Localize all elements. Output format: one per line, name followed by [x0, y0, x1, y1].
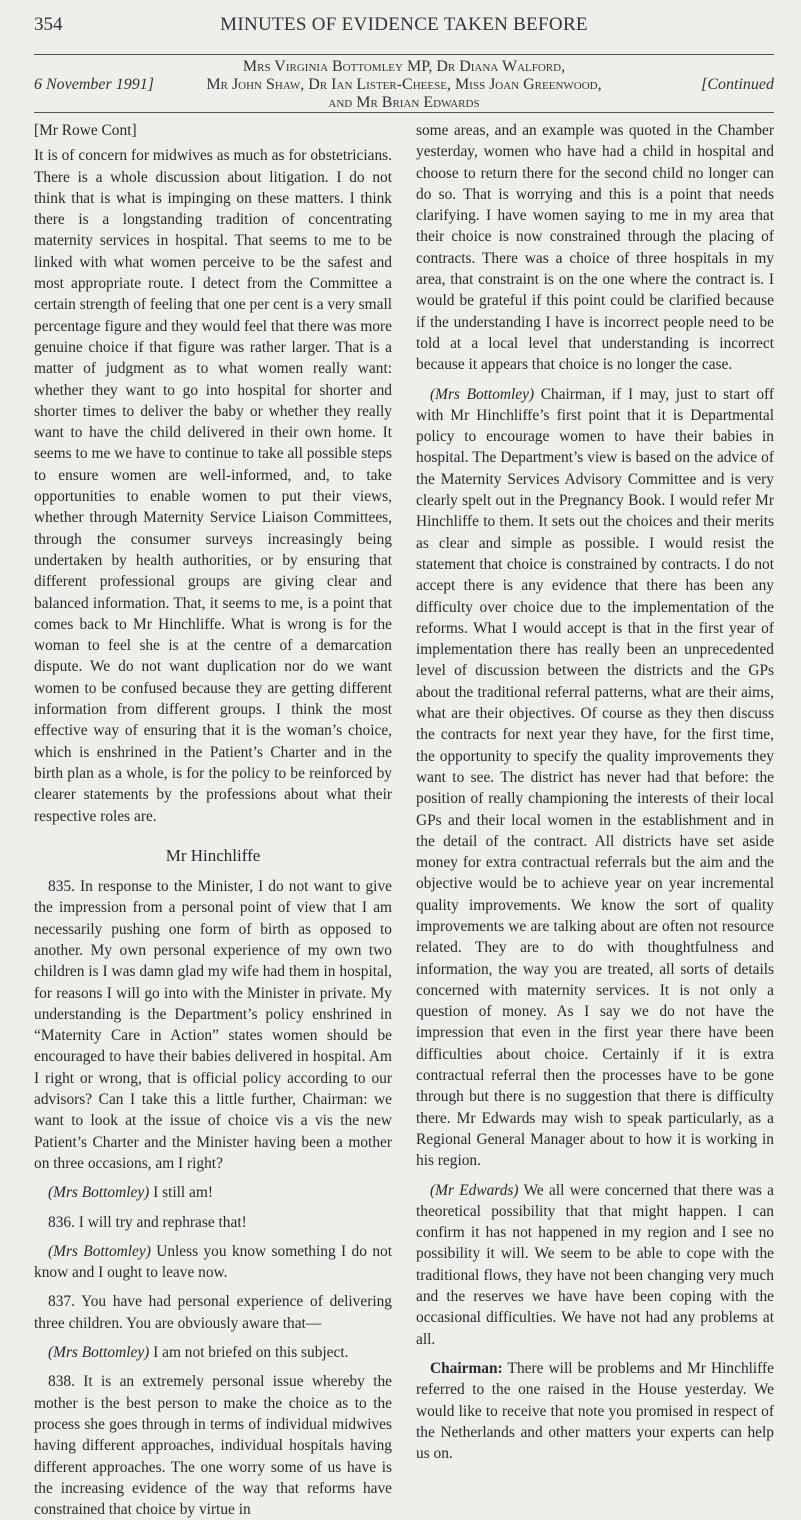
- reply-text: Unless you know something I do not know and I ought to leave now.: [34, 1242, 392, 1282]
- reply-bottomley: [416, 384, 774, 1172]
- header-rule: [34, 54, 774, 55]
- reply-836: [34, 1241, 392, 1284]
- paragraph-836: 836. I will try and rephrase that!: [48, 1213, 247, 1231]
- witness-line-2: Mr John Shaw, Dr Ian Lister-Cheese, Miss Joan Greenwood,: [206, 76, 602, 93]
- session-date: 6 November 1991]: [34, 76, 154, 93]
- reply-text: We all were concerned that there was a theoretical possibility that that might happen. I can confirm it has not happened in my region and I see no possibility it will. We seem to be able to cope with the traditional flows, they have not been changing very much and the reserves we have have been coping with the occasional difficulties. We have not had any problems at all.: [416, 1181, 775, 1348]
- reply-text: Chairman, if I may, just to start off with Mr Hinchliffe’s first point that it is Departmental policy to encourage women to have their babies in hospital. The Department’s view is based on the advice of the Maternity Services Advisory Committee and is very clearly spelt out in the Pregnancy Book. I would refer Mr Hinchliffe to them. It sets out the choices and their merits as clear and simple as possible. I would resist the statement that choice is constrained by contracts. I do not accept there is any evidence that there has been any difficulty over choice due to the implementation of the reforms. What I would accept is that in the first year of implementation there has really been an unprecedented level of discussion between the districts and the GPs about the traditional referral patterns, what are their aims, what are their objectives. Of course as they then discuss the contracts for next year they have, for the first time, the opportunity to specify the quality improvements they want to see. The district has never had that before: the position of really championing the interests of their local GPs and their local women in the establishment and in the detail of the contract. All districts have set aside money for extra contractual referrals but the aim and the objective would be to achieve year on year incremental quality improvements. We know the sort of quality improvements we are talking about are often not resource related. They are to do with thoughtfulness and information, the way you are treated, all sorts of details concerned with maternity services. It is not only a question of money. As I say we do not have the impression that even in the first year there have been difficulties about choice. Certainly if it is extra contractual referral then the processes have to be gone through but there is no suggestion that there is difficulty there. Mr Edwards may wish to speak particularly, as a Regional General Manager about to how it is working in his region.: [416, 385, 774, 1170]
- reply-835: [34, 1182, 392, 1203]
- paragraph-835: 835. In response to the Minister, I do not want to give the impression from a personal point of view that I am necessarily pushing one form of birth as opposed to another. My own personal experience of my own two children is I was damn glad my wife had them in hospital, for reasons I will go into with the Minister in private. My understanding is the Department’s policy enshrined in “Maternity Care in Action” states women should be encouraged to have their babies delivered in hospital. Am I right or wrong, that is official policy according to our advisors? Can I take this a little further, Chairman: we want to look at the issue of choice vis a vis the new Patient’s Charter and the Minister having been a mother on three occasions, am I right?: [34, 878, 392, 1172]
- paragraph-continued: some areas, and an example was quoted in the Chamber yesterday, women who have had a child in hospital and choose to return there for the second child no longer can do so. That is worrying and this is a point that needs clarifying. I have women saying to me in my area that their choice is now constrained through the placing of contracts. There was a choice of three hospitals in my area, that constraint is on the one where the contract is. I would be grateful if this point could be clarified because if the understanding I have is incorrect people need to be told at a local level that understanding is incorrect because it appears that choice is no longer the case.: [416, 122, 774, 374]
- witness-line-1: Mrs Virginia Bottomley MP, Dr Diana Walford,: [242, 58, 566, 75]
- speaker-name: (Mr Edwards): [430, 1181, 519, 1199]
- witness-rule: [34, 112, 774, 113]
- witness-line-3: and Mr Brian Edwards: [328, 94, 480, 111]
- paragraph-838: 838. It is an extremely personal issue whereby the mother is the best person to make the choice as to the process she goes through in terms of individual midwives having different approaches, individual hospitals having different approaches. The one worry some of us have is the increasing evidence of the way that reforms have constrained that choice by virtue in: [34, 1373, 392, 1519]
- speaker-name: (Mrs Bottomley): [48, 1242, 151, 1260]
- paragraph-rowe: It is of concern for midwives as much as for obstetricians. There is a whole discussion about litigation. I do not think that is what is impinging on these matters. I think there is a longstanding tradition of concentrating maternity services in hospital. That seems to me to be linked with what women perceive to be the safest and most appropriate route. I detect from the Committee a certain strength of feeling that one per cent is a very small percentage figure and they would feel that there was more genuine choice if that figure was rather larger. That is a matter of judgment as to what women really want: whether they want to go into hospital for shorter and shorter times to deliver the baby or whether they really want to have the child delivered in their own home. It seems to me we have to continue to take all possible steps to ensure women are well-informed, and, to take opportunities to enable women to put their views, whether through Maternity Service Liaison Committees, through the consumer surveys increasingly being undertaken by health authorities, or by ensuring that different professional groups are giving clear and balanced information. That, it seems to me, is a point that comes back to Mr Hinchliffe. What is wrong is for the woman to feel she is at the centre of a demarcation dispute. We do not want duplication nor do we want women to be confused because they are getting different information from different groups. I think the most effective way of ensuring that it is the woman’s choice, which is enshrined in the Patient’s Charter and in the birth plan as a whole, is for the policy to be reinforced by clearer statements by the professions about what their respective roles are.: [34, 147, 392, 825]
- statement-text: There will be problems and Mr Hinchliffe referred to the one raised in the House yesterday. We would like to receive that note you promised in respect of the Netherlands and other matters your experts can help us on.: [416, 1359, 774, 1463]
- reply-text: I still am!: [149, 1184, 213, 1202]
- continued-label: [Continued: [701, 76, 774, 93]
- chairman-statement: [416, 1358, 774, 1464]
- reply-edwards: [416, 1180, 774, 1350]
- reply-text: I am not briefed on this subject.: [149, 1344, 349, 1362]
- right-column: [416, 120, 774, 1464]
- left-column: [34, 120, 392, 1520]
- reply-837: [34, 1342, 392, 1363]
- speaker-name: Chairman:: [430, 1359, 503, 1377]
- witness-list: [34, 58, 774, 112]
- page-header: [34, 14, 774, 38]
- running-title: MINUTES OF EVIDENCE TAKEN BEFORE: [220, 14, 588, 35]
- speaker-name: (Mrs Bottomley): [48, 1184, 150, 1202]
- speaker-name: (Mrs Bottomley): [48, 1344, 150, 1362]
- speaker-name: (Mrs Bottomley): [430, 385, 535, 403]
- page-number: 354: [34, 14, 63, 35]
- paragraph-837: 837. You have had personal experience of delivering three children. You are obviously aware that—: [34, 1293, 392, 1332]
- section-heading-hinchliffe: Mr Hinchliffe: [165, 845, 261, 865]
- speaker-label: [Mr Rowe Cont]: [34, 122, 137, 139]
